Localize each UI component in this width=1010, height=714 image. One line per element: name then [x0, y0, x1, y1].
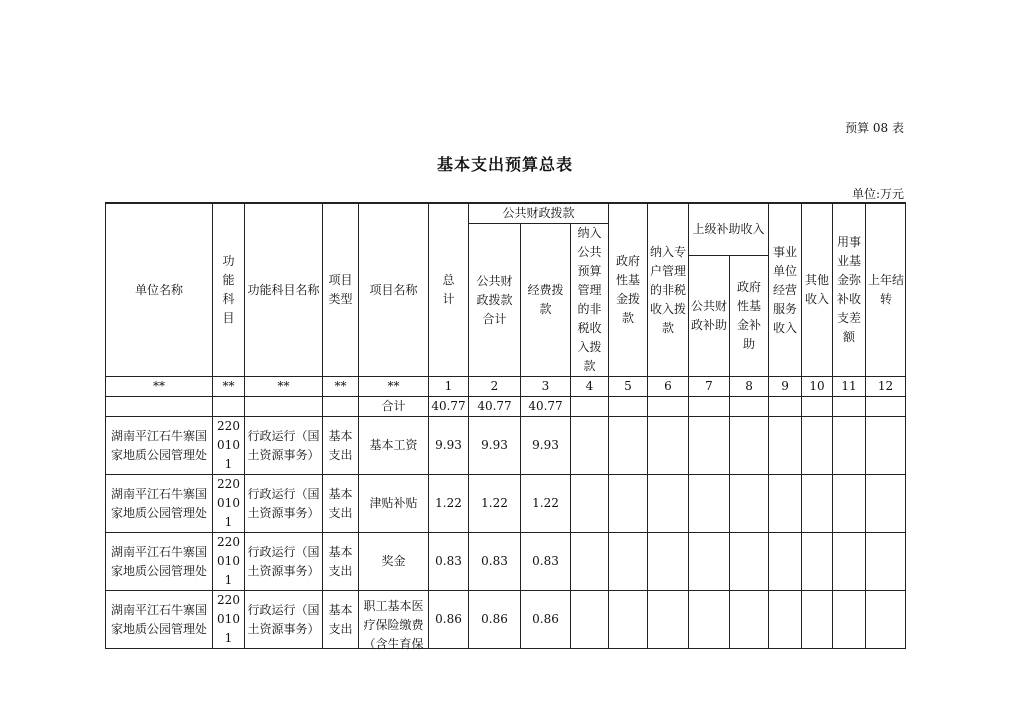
row-total: 9.93 [429, 417, 469, 475]
header-public-finance-total: 公共财政拨款合计 [469, 224, 521, 377]
summary-pf-total: 40.77 [469, 397, 521, 417]
index-cell: 8 [730, 377, 769, 397]
row-item: 津贴补贴 [359, 475, 429, 533]
summary-total: 40.77 [429, 397, 469, 417]
header-other-income: 其他收入 [802, 203, 833, 377]
page-title: 基本支出预算总表 [436, 155, 573, 174]
header-project-type: 项目类型 [323, 203, 359, 377]
row-funding: 9.93 [521, 417, 571, 475]
form-number: 预算 08 表 [845, 121, 904, 135]
row-pf-total: 0.83 [469, 533, 521, 591]
index-cell: 12 [866, 377, 906, 397]
table-row [106, 533, 906, 591]
header-gov-fund: 政府性基金拨款 [609, 203, 648, 377]
index-cell: 1 [429, 377, 469, 397]
index-cell: ** [213, 377, 245, 397]
index-cell: ** [245, 377, 323, 397]
row-pf-total: 0.86 [469, 591, 521, 649]
row-code: 2200101 [213, 591, 245, 649]
header-included-nontax: 纳入公共预算管理的非税收入拨款 [571, 224, 609, 377]
index-cell: 7 [689, 377, 730, 397]
index-cell: 9 [769, 377, 802, 397]
header-superior-subsidy: 上级补助收入 [689, 203, 769, 255]
table-row [106, 591, 906, 649]
row-type: 基本支出 [323, 591, 359, 649]
index-cell: 11 [833, 377, 866, 397]
row-code: 2200101 [213, 533, 245, 591]
row-item: 基本工资 [359, 417, 429, 475]
row-code: 2200101 [213, 417, 245, 475]
table-row [106, 417, 906, 475]
row-item: 奖金 [359, 533, 429, 591]
summary-row [106, 397, 906, 417]
table-row [106, 475, 906, 533]
row-pf-total: 1.22 [469, 475, 521, 533]
index-cell: 2 [469, 377, 521, 397]
header-total: 总 计 [429, 203, 469, 377]
row-unit: 湖南平江石牛寨国家地质公园管理处 [106, 591, 213, 649]
unit-label: 单位:万元 [851, 187, 904, 201]
summary-label: 合计 [359, 397, 429, 417]
row-total: 0.86 [429, 591, 469, 649]
header-unit-name: 单位名称 [106, 203, 213, 377]
index-cell: 3 [521, 377, 571, 397]
row-type: 基本支出 [323, 417, 359, 475]
index-cell: ** [359, 377, 429, 397]
header-project-name: 项目名称 [359, 203, 429, 377]
row-item: 职工基本医疗保险缴费（含生育保 [359, 591, 429, 649]
row-unit: 湖南平江石牛寨国家地质公园管理处 [106, 475, 213, 533]
index-cell: ** [106, 377, 213, 397]
row-subject: 行政运行（国土资源事务） [245, 533, 323, 591]
budget-table [105, 202, 906, 649]
row-pf-total: 9.93 [469, 417, 521, 475]
row-unit: 湖南平江石牛寨国家地质公园管理处 [106, 417, 213, 475]
header-funding: 经费拨款 [521, 224, 571, 377]
header-public-subsidy: 公共财政补助 [689, 255, 730, 376]
row-subject: 行政运行（国土资源事务） [245, 417, 323, 475]
index-row [106, 377, 906, 397]
row-code: 2200101 [213, 475, 245, 533]
row-subject: 行政运行（国土资源事务） [245, 475, 323, 533]
summary-funding: 40.77 [521, 397, 571, 417]
index-cell: 6 [648, 377, 689, 397]
index-cell: 4 [571, 377, 609, 397]
row-unit: 湖南平江石牛寨国家地质公园管理处 [106, 533, 213, 591]
header-func-subject: 功能科目 [213, 203, 245, 377]
header-func-subject-name: 功能科目名称 [245, 203, 323, 377]
row-type: 基本支出 [323, 475, 359, 533]
header-gov-fund-subsidy: 政府性基金补助 [730, 255, 769, 376]
row-funding: 0.86 [521, 591, 571, 649]
row-type: 基本支出 [323, 533, 359, 591]
row-funding: 1.22 [521, 475, 571, 533]
header-business-income: 事业单位经营服务收入 [769, 203, 802, 377]
header-fund-offset: 用事业基金弥补收支差额 [833, 203, 866, 377]
index-cell: ** [323, 377, 359, 397]
index-cell: 5 [609, 377, 648, 397]
header-carryover: 上年结转 [866, 203, 906, 377]
row-total: 1.22 [429, 475, 469, 533]
row-funding: 0.83 [521, 533, 571, 591]
row-subject: 行政运行（国土资源事务） [245, 591, 323, 649]
index-cell: 10 [802, 377, 833, 397]
header-special-nontax: 纳入专户管理的非税收入拨款 [648, 203, 689, 377]
header-public-finance: 公共财政拨款 [469, 203, 609, 224]
row-total: 0.83 [429, 533, 469, 591]
